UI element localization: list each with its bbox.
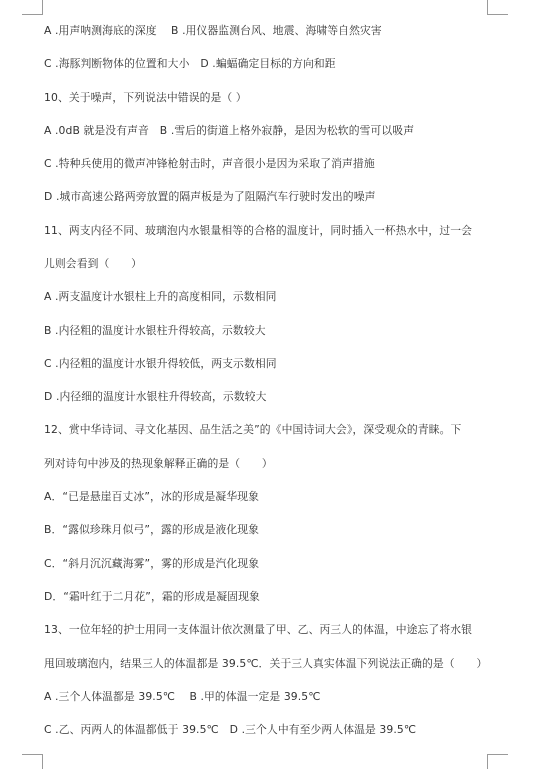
option-line: D .内径细的温度计水银柱升得较高，示数较大 (44, 390, 267, 403)
option-line: C．“斜月沉沉藏海雾”，雾的形成是汽化现象 (44, 557, 260, 570)
option-line: C .特种兵使用的微声冲锋枪射击时，声音很小是因为采取了消声措施 (44, 157, 375, 170)
option-line: B .内径粗的温度计水银柱升得较高，示数较大 (44, 324, 266, 337)
option-line: A .两支温度计水银柱上升的高度相同，示数相同 (44, 290, 277, 303)
question-11-stem: 11、两支内径不同、玻璃泡内水银量相等的合格的温度计，同时插入一杯热水中，过一会 (44, 224, 473, 237)
option-line: A .用声呐测海底的深度 B .用仪器监测台风、地震、海啸等自然灾害 (44, 24, 382, 37)
option-line: A．“已是悬崖百丈冰”，冰的形成是凝华现象 (44, 490, 260, 503)
option-line: D．“霜叶红于二月花”，霜的形成是凝固现象 (44, 590, 260, 603)
question-13-stem: 13、一位年轻的护士用同一支体温计依次测量了甲、乙、丙三人的体温，中途忘了将水银 (44, 623, 473, 636)
question-13-stem-cont: 甩回玻璃泡内，结果三人的体温都是 39.5℃．关于三人真实体温下列说法正确的是（ ） (44, 657, 488, 670)
corner-mark-top-right (487, 0, 508, 15)
corner-mark-bottom-left (22, 754, 43, 769)
question-11-stem-cont: 儿则会看到（ ） (44, 257, 143, 270)
option-line: A .三个人体温都是 39.5℃ B .甲的体温一定是 39.5℃ (44, 690, 321, 703)
option-line: C .内径粗的温度计水银升得较低，两支示数相同 (44, 357, 277, 370)
question-10-stem: 10、关于噪声，下列说法中错误的是（ ） (44, 91, 247, 104)
option-line: D .城市高速公路两旁放置的隔声板是为了阻隔汽车行驶时发出的噪声 (44, 190, 376, 203)
corner-mark-top-left (22, 0, 43, 15)
option-line: C .海豚判断物体的位置和大小 D .蝙蝠确定目标的方向和距 (44, 57, 336, 70)
option-line: A .0dB 就是没有声音 B .雪后的街道上格外寂静，是因为松软的雪可以吸声 (44, 124, 415, 137)
option-line: B．“露似珍珠月似弓”，露的形成是液化现象 (44, 523, 260, 536)
option-line: C .乙、丙两人的体温都低于 39.5℃ D .三个人中有至少两人体温是 39.5℃ (44, 723, 417, 736)
corner-mark-bottom-right (487, 754, 508, 769)
question-12-stem: 12、赏中华诗词、寻文化基因、品生活之美”的《中国诗词大会》，深受观众的青睐。下 (44, 423, 462, 436)
question-12-stem-cont: 列对诗句中涉及的热现象解释正确的是（ ） (44, 457, 273, 470)
